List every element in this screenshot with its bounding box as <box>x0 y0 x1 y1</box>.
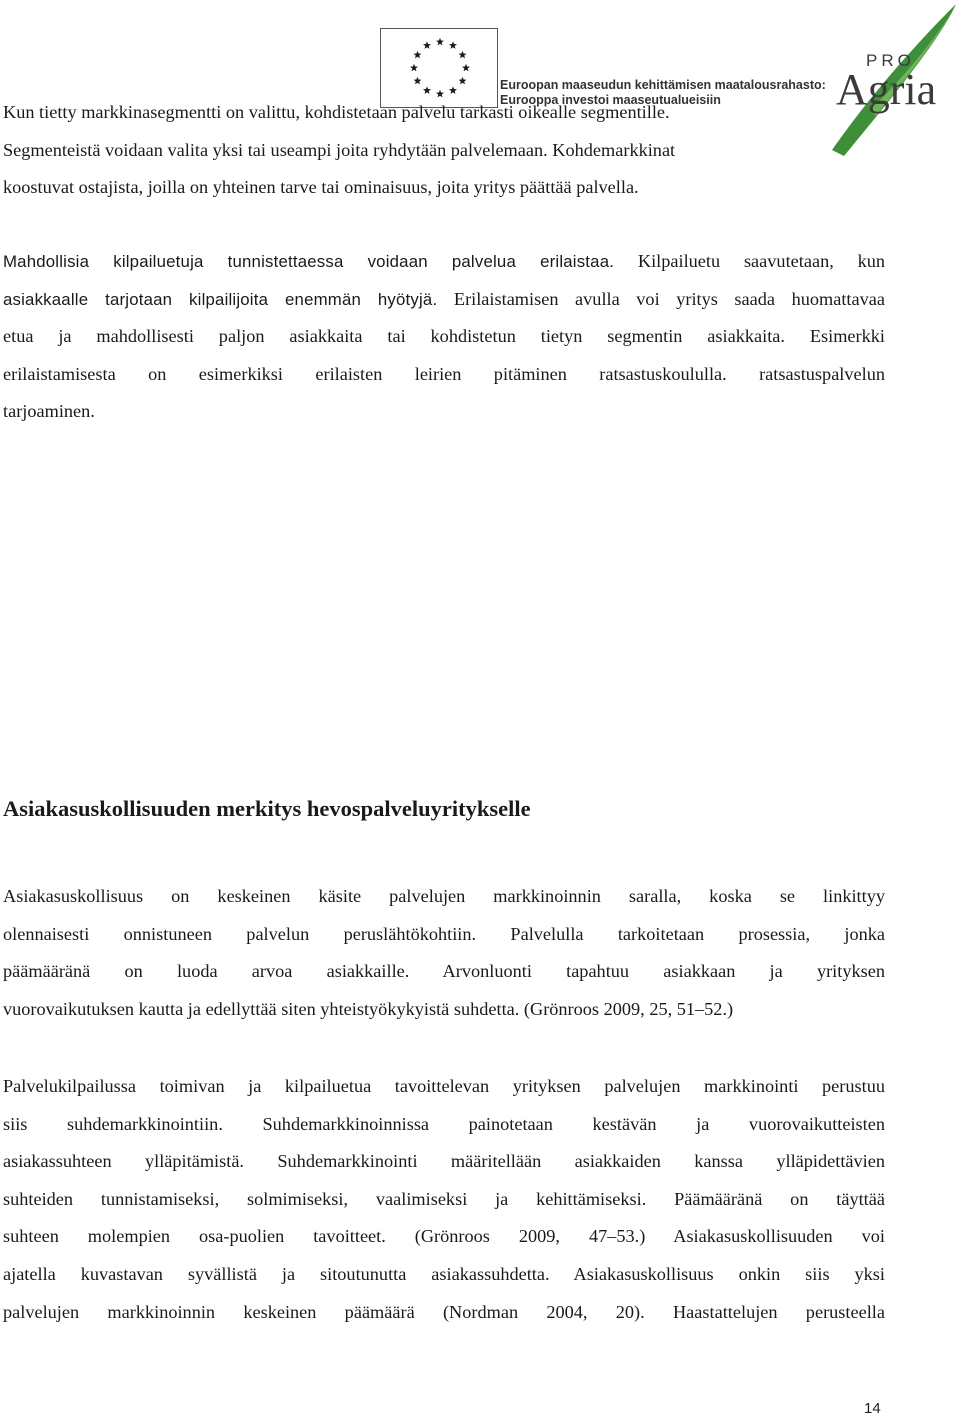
text-line: asiakassuhteen ylläpitämistä. Suhdemarkkinointi määritellään asiakkaiden kanssa ylläpidettävien <box>3 1151 885 1172</box>
text-line: Kun tietty markkinasegmentti on valittu, kohdistetaan palvelu tarkasti oikealle segmentille. <box>3 102 670 122</box>
eu-text-line-2: Eurooppa investoi maaseutualueisiin <box>500 93 721 107</box>
text-line: suhteen molempien osa-puolien tavoitteet. (Grönroos 2009, 47–53.) Asiakasuskollisuuden voi <box>3 1226 885 1247</box>
text-line: palvelujen markkinoinnin keskeinen päämäärä (Nordman 2004, 20). Haastattelujen perusteella <box>3 1301 885 1322</box>
text-line: etua ja mahdollisesti paljon asiakkaita tai kohdistetun tietyn segmentin asiakkaita. Esimerkki <box>3 326 885 347</box>
text-line: päämääränä on luoda arvoa asiakkaille. Arvonluonti tapahtuu asiakkaan ja yrityksen <box>3 961 885 982</box>
text-line: vuorovaikutuksen kautta ja edellyttää siten yhteistyökykyistä suhdetta. (Grönroos 2009, 25, 51–52.) <box>3 998 734 1019</box>
text-line: ajatella kuvastavan syvällistä ja sitoutunutta asiakassuhdetta. Asiakasuskollisuus onkin siis yksi <box>3 1263 885 1284</box>
text-line: erilaistamisesta on esimerkiksi erilaisten leirien pitäminen ratsastuskoululla. ratsastuspalvelun <box>3 363 885 384</box>
text-line: olennaisesti onnistuneen palvelun peruslähtökohtiin. Palvelulla tarkoitetaan prosessia, jonka <box>3 923 885 944</box>
paragraph-relationship-marketing <box>3 1068 885 1331</box>
text-segment: Erilaistamisen avulla voi yritys saada huomattavaa <box>437 288 885 309</box>
section-heading: Asiakasuskollisuuden merkitys hevospalveluyritykselle <box>3 796 531 821</box>
paragraph-customer-loyalty <box>3 878 885 1028</box>
paragraph-segmentation <box>3 94 885 207</box>
paragraph-differentiation <box>3 243 885 431</box>
text-line <box>3 281 885 319</box>
proagria-agria-text: Agria <box>836 65 937 114</box>
text-line: koostuvat ostajista, joilla on yhteinen tarve tai ominaisuus, joita yritys päättää palvella. <box>3 177 639 198</box>
page-number: 14 <box>864 1400 881 1417</box>
text-line: Palvelukilpailussa toimivan ja kilpailuetua tavoittelevan yrityksen palvelujen markkinointi perustuu <box>3 1076 885 1096</box>
proagria-pro-text: PRO <box>866 51 915 70</box>
text-segment: Mahdollisia kilpailuetuja tunnistettaessa voidaan palvelua erilaistaa. <box>3 252 615 271</box>
eu-text-line-1: Euroopan maaseudun kehittämisen maatalousrahasto: <box>500 78 826 92</box>
text-line: Asiakasuskollisuus on keskeinen käsite palvelujen markkinoinnin saralla, koska se linkittyy <box>3 886 885 906</box>
text-line <box>3 243 885 281</box>
text-line: suhteiden tunnistamiseksi, solmimiseksi, vaalimiseksi ja kehittämiseksi. Päämääränä on täyttää <box>3 1188 885 1209</box>
text-segment: asiakkaalle tarjotaan kilpailijoita enemmän hyötyjä. <box>3 289 438 309</box>
text-line: siis suhdemarkkinointiin. Suhdemarkkinoinnissa painotetaan kestävän ja vuorovaikutteisten <box>3 1113 885 1134</box>
text-segment: Kilpailuetu saavutetaan, kun <box>614 251 885 271</box>
text-line: Segmenteistä voidaan valita yksi tai useampi joita ryhdytään palvelemaan. Kohdemarkkinat <box>3 139 676 160</box>
text-line: tarjoaminen. <box>3 401 95 422</box>
